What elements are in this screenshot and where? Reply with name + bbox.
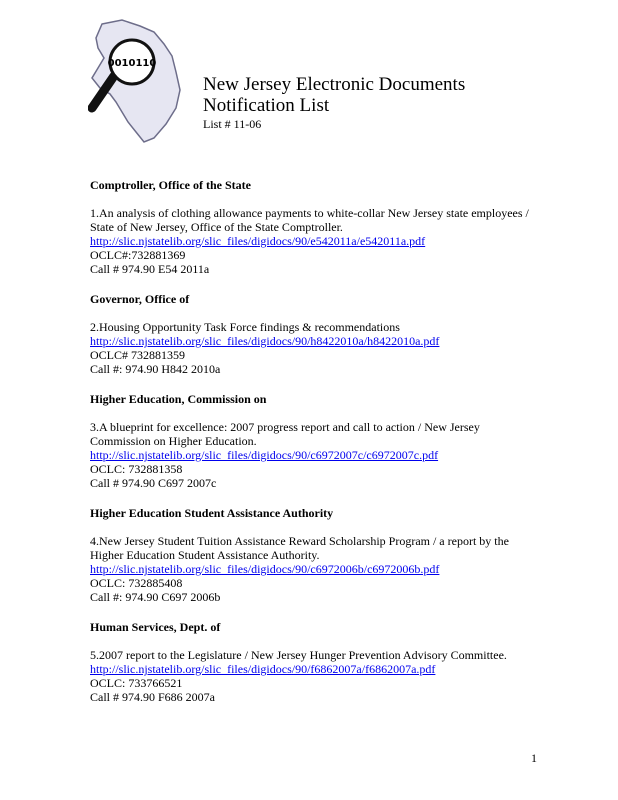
call-number: Call #: 974.90 H842 2010a — [90, 362, 221, 376]
logo-binary-text: 0010110 — [107, 58, 157, 69]
call-number: Call # 974.90 C697 2007c — [90, 476, 217, 490]
document-link[interactable]: http://slic.njstatelib.org/slic_files/digidocs/90/c6972007c/c6972007c.pdf — [90, 448, 439, 462]
section-student-assistance — [90, 506, 540, 604]
entry-title-line: Commission on Higher Education. — [90, 434, 257, 448]
section-heading: Comptroller, Office of the State — [90, 178, 251, 192]
document-body — [90, 178, 540, 720]
section-heading: Governor, Office of — [90, 292, 190, 306]
call-number: Call # 974.90 F686 2007a — [90, 690, 215, 704]
nj-magnifier-logo — [88, 16, 203, 144]
section-comptroller — [90, 178, 540, 276]
section-higher-education — [90, 392, 540, 490]
document-link[interactable]: http://slic.njstatelib.org/slic_files/digidocs/90/f6862007a/f6862007a.pdf — [90, 662, 436, 676]
section-governor — [90, 292, 540, 376]
section-heading: Human Services, Dept. of — [90, 620, 221, 634]
entry-title-line: 1.An analysis of clothing allowance payments to white-collar New Jersey state employees / — [90, 206, 529, 220]
page-number: 1 — [531, 751, 537, 765]
entry-title-line: 2.Housing Opportunity Task Force findings & recommendations — [90, 320, 400, 334]
oclc-number: OCLC#:732881369 — [90, 248, 186, 262]
oclc-number: OCLC# 732881359 — [90, 348, 186, 362]
document-title-line1: New Jersey Electronic Documents — [203, 74, 466, 95]
document-link[interactable]: http://slic.njstatelib.org/slic_files/digidocs/90/h8422010a/h8422010a.pdf — [90, 334, 440, 348]
entry-title-line: Higher Education Student Assistance Authority. — [90, 548, 320, 562]
call-number: Call # 974.90 E54 2011a — [90, 262, 210, 276]
oclc-number: OCLC: 732885408 — [90, 576, 183, 590]
oclc-number: OCLC: 733766521 — [90, 676, 183, 690]
section-human-services — [90, 620, 540, 704]
document-title-line2: Notification List — [203, 95, 330, 116]
section-heading: Higher Education Student Assistance Authority — [90, 506, 334, 520]
title-block — [203, 74, 465, 131]
document-link[interactable]: http://slic.njstatelib.org/slic_files/digidocs/90/e542011a/e542011a.pdf — [90, 234, 426, 248]
oclc-number: OCLC: 732881358 — [90, 462, 183, 476]
document-link[interactable]: http://slic.njstatelib.org/slic_files/digidocs/90/c6972006b/c6972006b.pdf — [90, 562, 440, 576]
entry-title-line: 3.A blueprint for excellence: 2007 progress report and call to action / New Jersey — [90, 420, 480, 434]
entry-title-line: 4.New Jersey Student Tuition Assistance Reward Scholarship Program / a report by the — [90, 534, 509, 548]
list-number: List # 11-06 — [203, 117, 262, 131]
section-heading: Higher Education, Commission on — [90, 392, 267, 406]
entry-title-line: 5.2007 report to the Legislature / New Jersey Hunger Prevention Advisory Committee. — [90, 648, 507, 662]
call-number: Call #: 974.90 C697 2006b — [90, 590, 221, 604]
entry-title-line: State of New Jersey, Office of the State Comptroller. — [90, 220, 343, 234]
